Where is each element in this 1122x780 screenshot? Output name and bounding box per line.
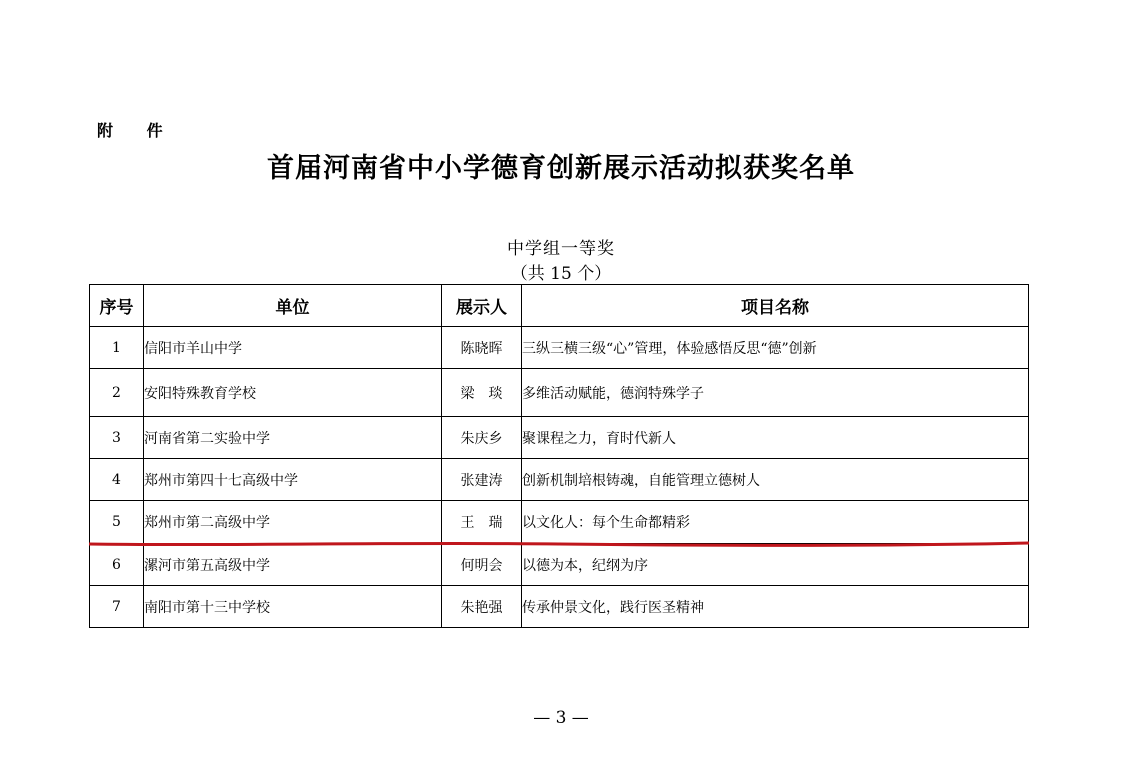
column-header-presenter: 展示人 <box>442 285 522 327</box>
table-row <box>90 544 1029 586</box>
table-row <box>90 459 1029 501</box>
row-presenter: 梁 琰 <box>442 369 522 417</box>
row-project: 传承仲景文化，践行医圣精神 <box>522 586 1029 628</box>
award-group-title: 中学组一等奖 <box>507 239 615 259</box>
row-presenter: 何明会 <box>442 544 522 586</box>
row-number: 3 <box>90 417 144 459</box>
row-project: 三纵三横三级“心”管理，体验感悟反思“德”创新 <box>522 327 1029 369</box>
row-project: 聚课程之力，育时代新人 <box>522 417 1029 459</box>
row-number: 4 <box>90 459 144 501</box>
row-presenter: 朱庆乡 <box>442 417 522 459</box>
row-presenter: 朱艳强 <box>442 586 522 628</box>
column-header-project: 项目名称 <box>522 285 1029 327</box>
row-unit: 安阳特殊教育学校 <box>144 369 442 417</box>
row-unit: 郑州市第四十七高级中学 <box>144 459 442 501</box>
column-header-unit: 单位 <box>144 285 442 327</box>
row-unit: 郑州市第二高级中学 <box>144 501 442 544</box>
row-number: 6 <box>90 544 144 586</box>
award-group-count: （共 15 个） <box>510 264 612 284</box>
column-header-number: 序号 <box>90 285 144 327</box>
table-row <box>90 417 1029 459</box>
table-row <box>90 327 1029 369</box>
row-unit: 信阳市羊山中学 <box>144 327 442 369</box>
row-project: 多维活动赋能，德润特殊学子 <box>522 369 1029 417</box>
row-project: 创新机制培根铸魂，自能管理立德树人 <box>522 459 1029 501</box>
row-number: 7 <box>90 586 144 628</box>
table-row <box>90 501 1029 544</box>
row-project: 以德为本，纪纲为序 <box>522 544 1029 586</box>
row-presenter: 张建涛 <box>442 459 522 501</box>
row-project: 以文化人：每个生命都精彩 <box>522 501 1029 544</box>
attachment-label: 附 件 <box>97 121 177 140</box>
row-unit: 南阳市第十三中学校 <box>144 586 442 628</box>
table-row <box>90 586 1029 628</box>
row-presenter: 王 瑞 <box>442 501 522 544</box>
row-unit: 漯河市第五高级中学 <box>144 544 442 586</box>
row-presenter: 陈晓晖 <box>442 327 522 369</box>
award-table <box>89 284 1029 628</box>
document-title: 首届河南省中小学德育创新展示活动拟获奖名单 <box>267 153 855 184</box>
table-header-row <box>90 285 1029 327</box>
row-number: 1 <box>90 327 144 369</box>
table-row <box>90 369 1029 417</box>
row-number: 2 <box>90 369 144 417</box>
row-number: 5 <box>90 501 144 544</box>
row-unit: 河南省第二实验中学 <box>144 417 442 459</box>
page-number: — 3 — <box>533 708 589 728</box>
